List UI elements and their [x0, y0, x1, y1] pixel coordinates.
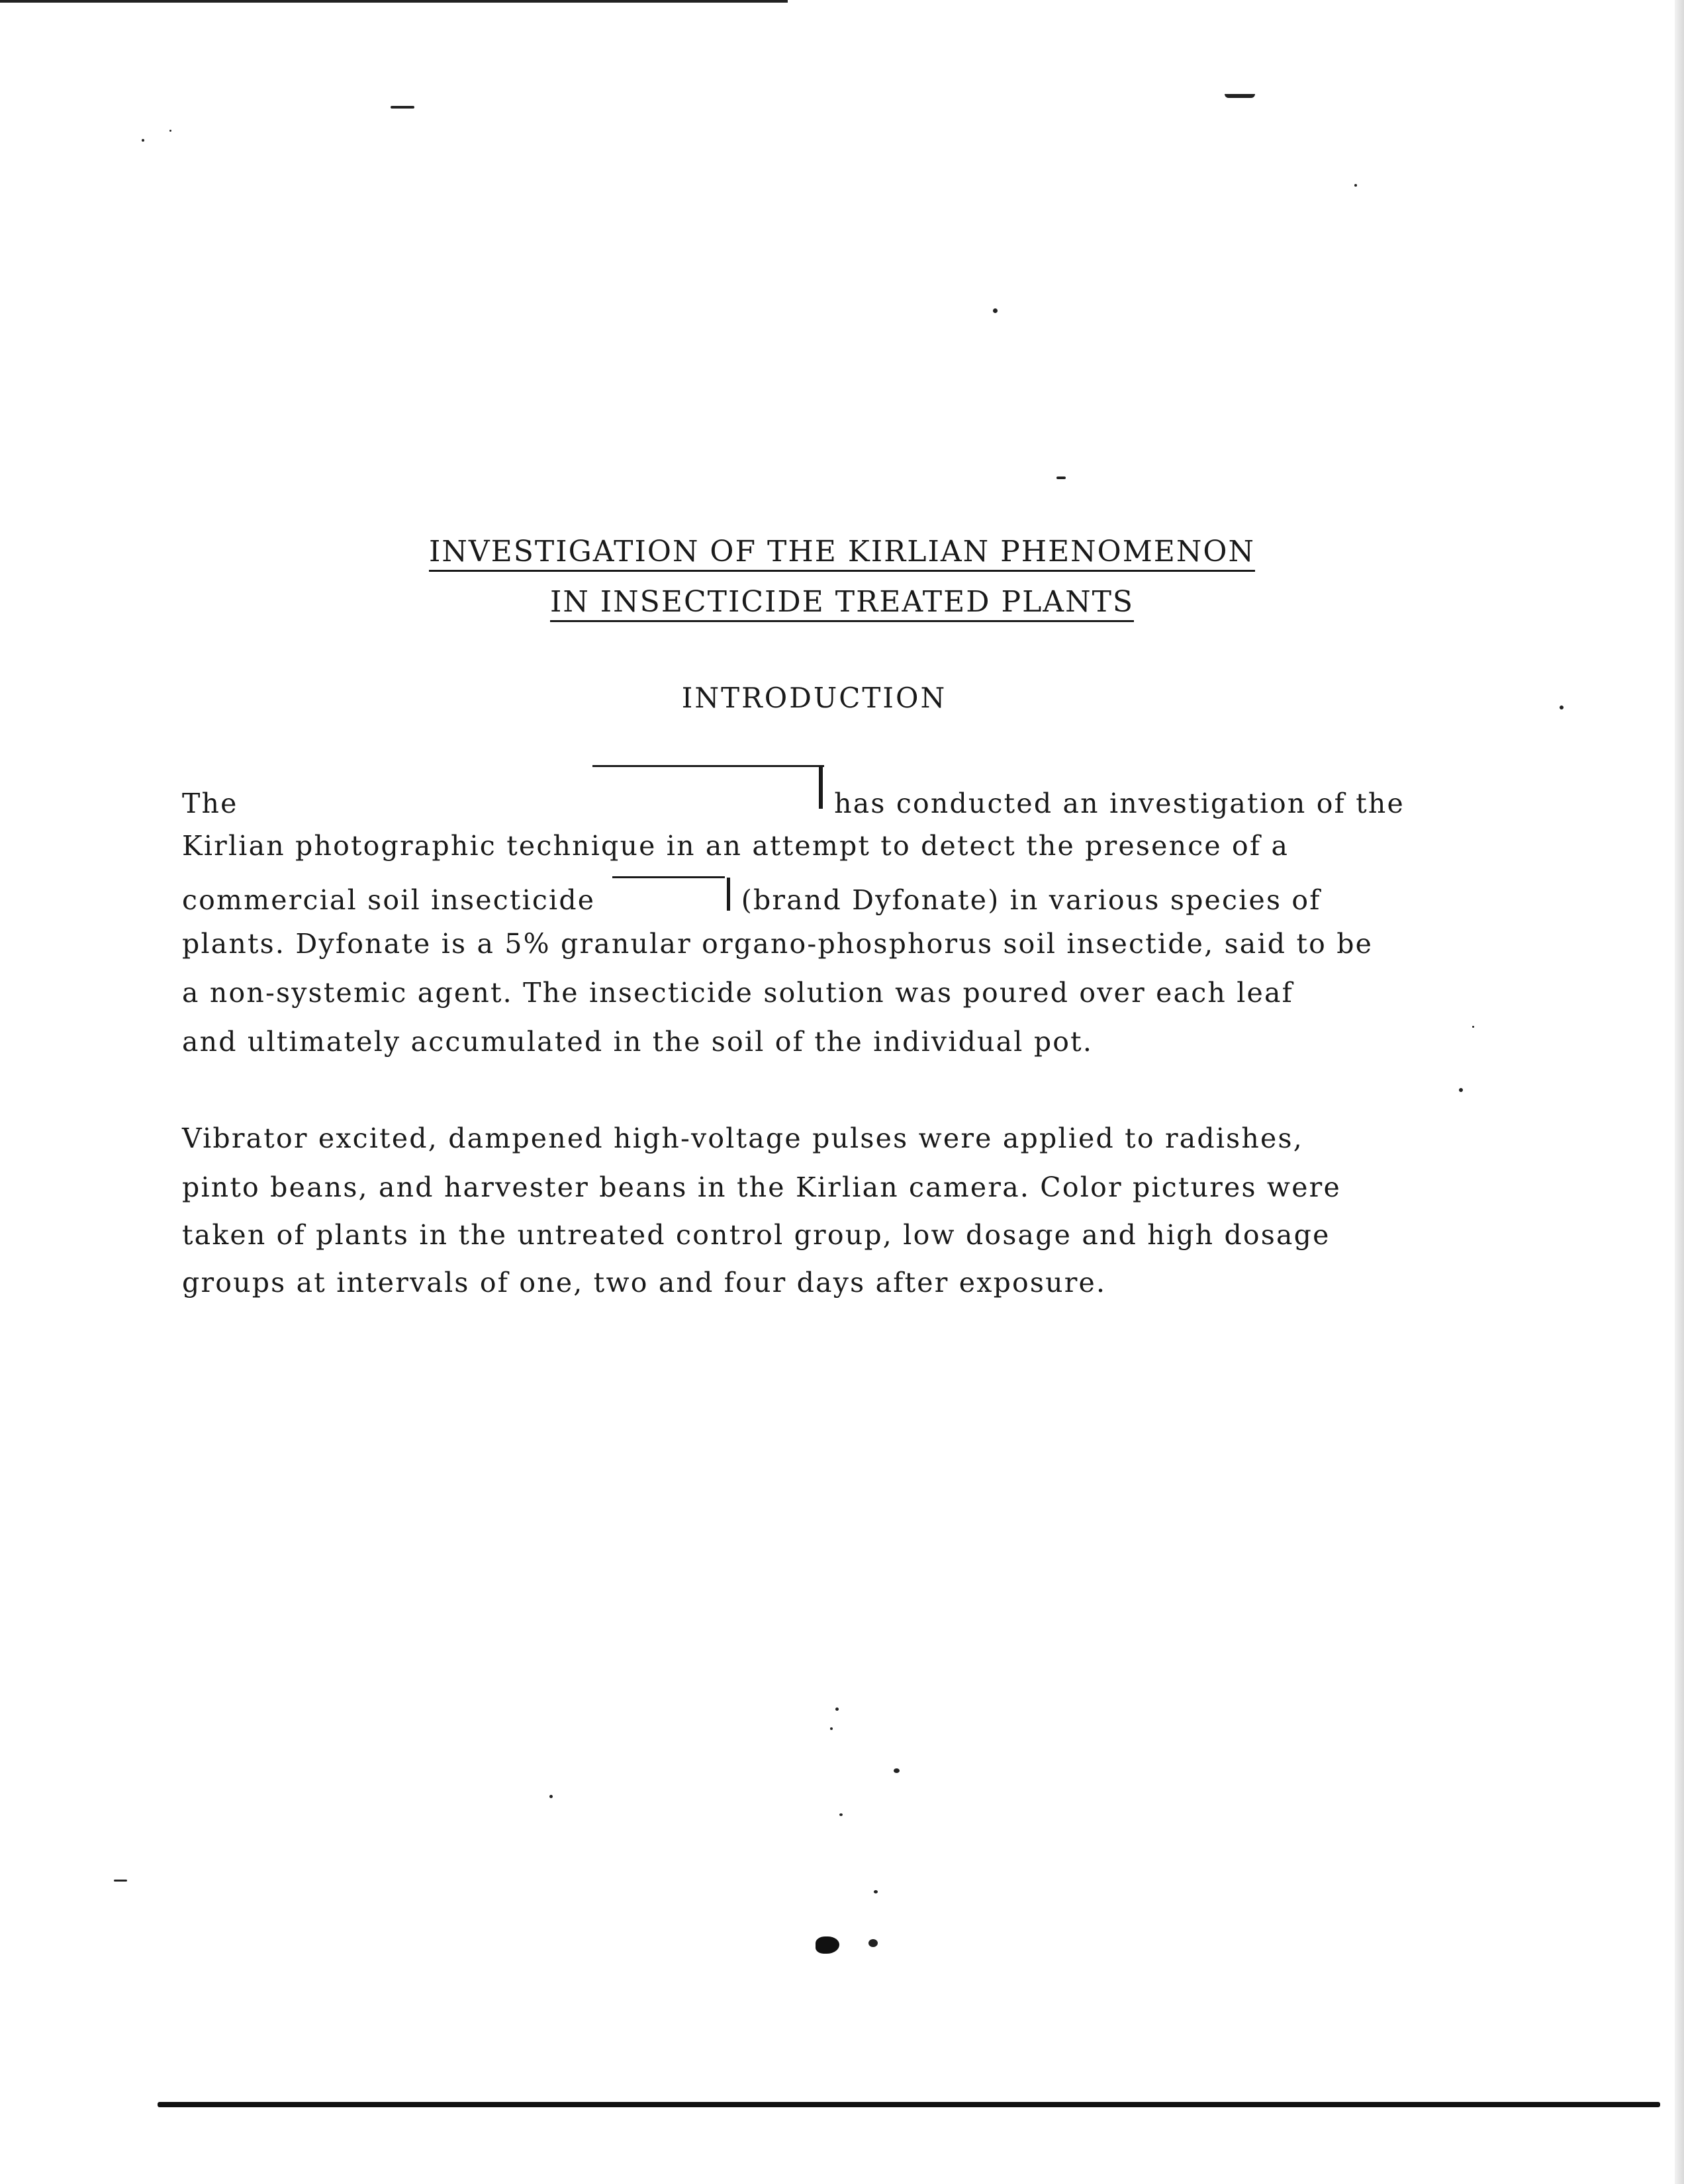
scan-speck — [868, 1939, 878, 1947]
paragraph-2-line-2: pinto beans, and harvester beans in the Kirlian camera. Color pictures were — [182, 1171, 1341, 1203]
text-fragment: (brand Dyfonate) in various species of — [741, 884, 1321, 916]
section-heading: INTRODUCTION — [681, 682, 947, 714]
document-title-line-2 — [0, 585, 1684, 619]
document-title-line-1 — [0, 535, 1684, 569]
title-text-2: IN INSECTICIDE TREATED PLANTS — [550, 585, 1134, 622]
footer-rule — [158, 2102, 1660, 2107]
paragraph-1-line-5: a non-systemic agent. The insecticide solution was poured over each leaf — [182, 977, 1294, 1009]
text-fragment: commercial soil insecticide — [182, 884, 596, 916]
paragraph-1-line-6: and ultimately accumulated in the soil of the individual pot. — [182, 1026, 1094, 1058]
redacted-region — [606, 882, 731, 909]
scan-speck — [549, 1795, 553, 1798]
text-fragment: has conducted an investigation of the — [834, 788, 1405, 819]
scan-speck — [894, 1768, 900, 1773]
scan-speck — [1354, 184, 1357, 187]
scan-speck — [830, 1727, 833, 1730]
scan-right-edge — [1675, 0, 1684, 2184]
paragraph-1-line-1 — [182, 785, 1405, 817]
scan-blot — [816, 1936, 839, 1954]
scan-mark — [114, 1880, 127, 1882]
scan-speck — [993, 308, 998, 313]
paragraph-1-line-2: Kirlian photographic technique in an attempt to detect the presence of a — [182, 830, 1289, 862]
scan-top-rule — [0, 0, 788, 3]
scan-speck — [835, 1707, 839, 1711]
paragraph-2-line-1: Vibrator excited, dampened high-voltage pulses were applied to radishes, — [182, 1122, 1303, 1154]
title-text-1: INVESTIGATION OF THE KIRLIAN PHENOMENON — [429, 535, 1255, 572]
paragraph-2-line-3: taken of plants in the untreated control group, low dosage and high dosage — [182, 1219, 1331, 1251]
paragraph-2-line-4: groups at intervals of one, two and four days after exposure. — [182, 1267, 1107, 1298]
text-fragment: The — [182, 788, 238, 819]
scan-speck — [1459, 1088, 1463, 1092]
redacted-region — [248, 785, 824, 813]
scan-speck — [1472, 1026, 1474, 1028]
scan-mark — [391, 106, 414, 109]
paragraph-1-line-3 — [182, 882, 1321, 914]
scan-mark — [1056, 477, 1066, 479]
paragraph-1-line-4: plants. Dyfonate is a 5% granular organo-phosphorus soil insectide, said to be — [182, 928, 1374, 960]
scan-speck — [142, 139, 144, 142]
scan-speck — [169, 130, 171, 132]
scan-mark — [1225, 94, 1255, 98]
scan-speck — [839, 1813, 843, 1816]
scan-speck — [874, 1890, 878, 1893]
